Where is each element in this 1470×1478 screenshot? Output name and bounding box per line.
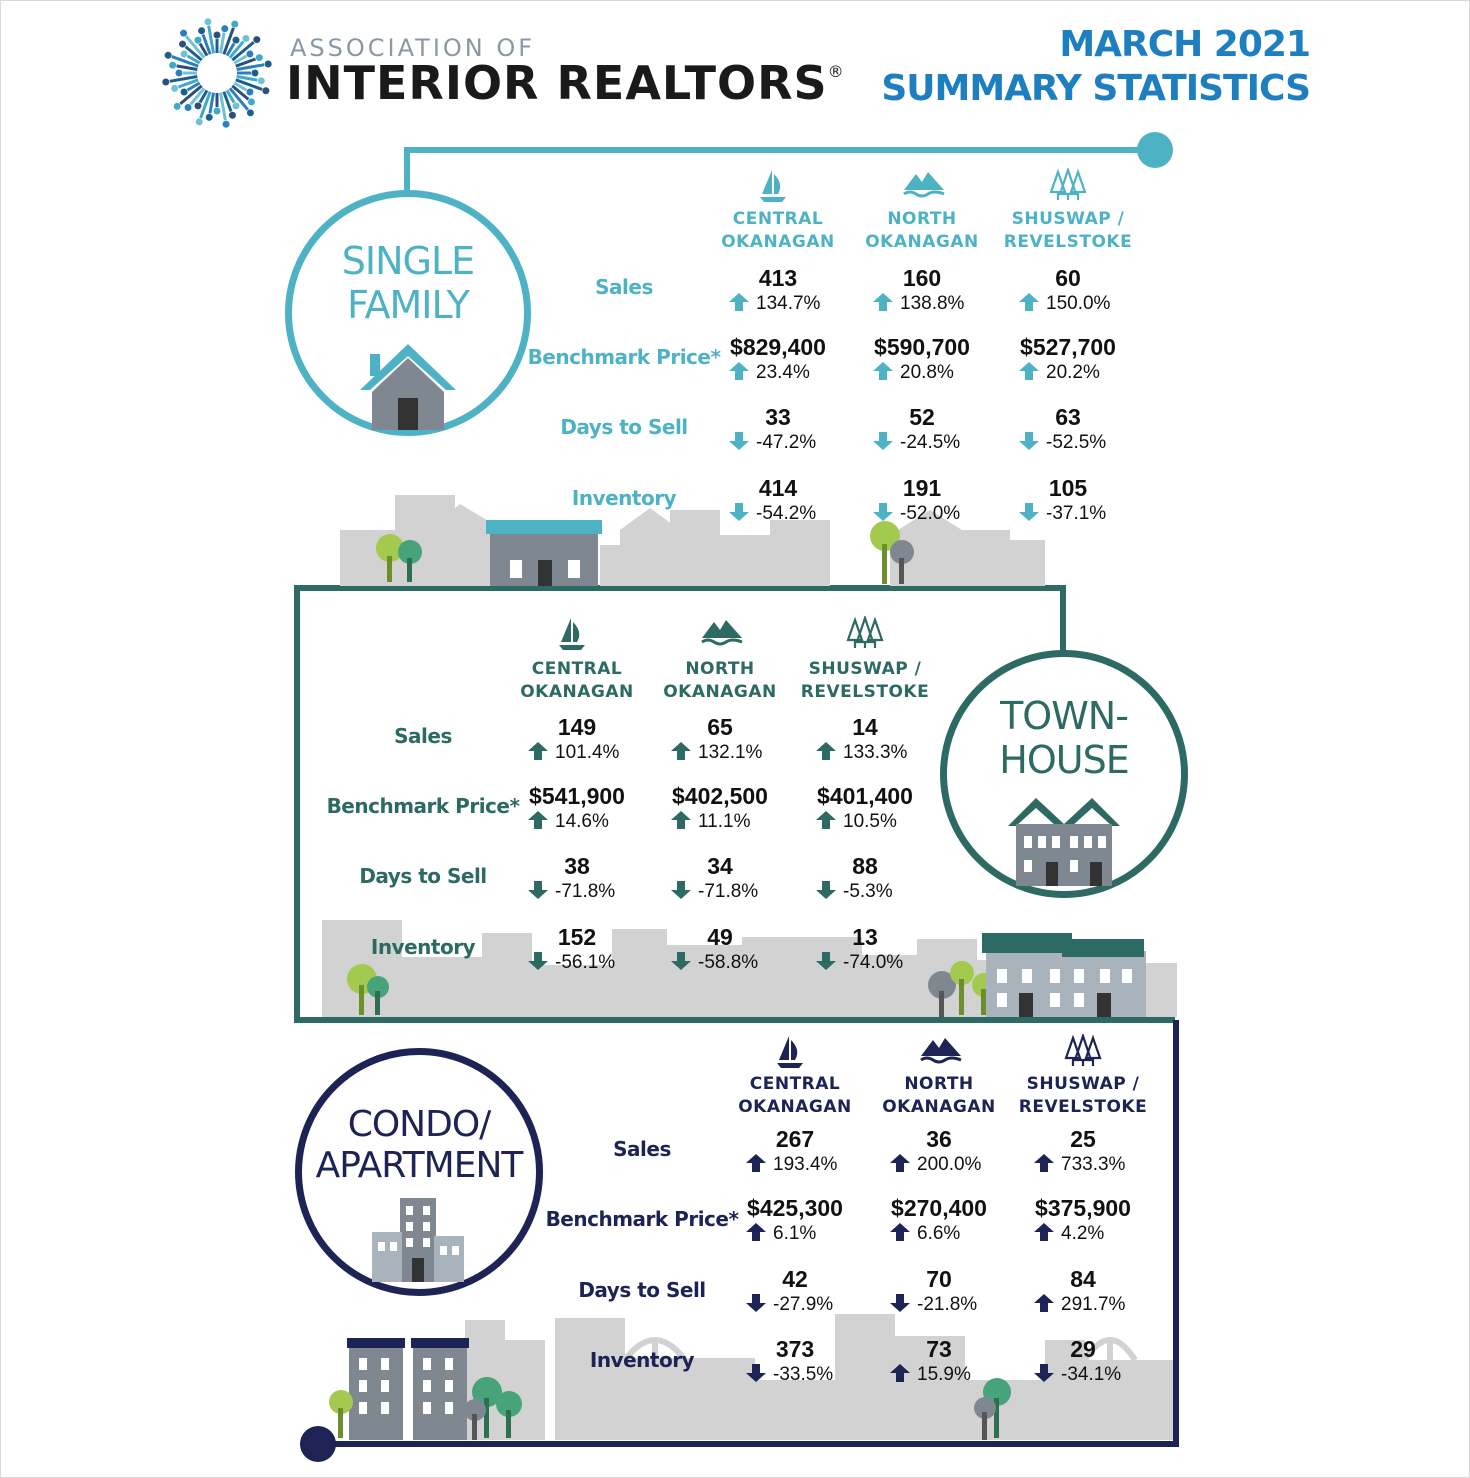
stat-change-percent: 10.5% <box>843 811 897 832</box>
arrow-up-icon <box>815 811 837 829</box>
region-header-line: REVELSTOKE <box>1003 232 1133 252</box>
arrow-up-icon <box>1018 293 1040 311</box>
region-header-line: NORTH <box>904 1074 974 1094</box>
stat-change-percent: -37.1% <box>1046 503 1107 524</box>
arrow-down-icon <box>872 503 894 521</box>
arrow-down-icon <box>745 1364 767 1382</box>
region-header-line: NORTH <box>887 209 957 229</box>
stat-change <box>1033 1294 1125 1316</box>
stat-change-percent: 6.6% <box>917 1223 961 1244</box>
stat-change-percent: -34.1% <box>1061 1364 1122 1385</box>
region-header-line: SHUSWAP / <box>808 659 922 679</box>
region-header <box>864 1073 1014 1119</box>
stat-change <box>872 362 954 384</box>
arrow-down-icon <box>728 432 750 450</box>
metric-label: Days to Sell <box>578 1278 706 1302</box>
arrow-up-icon <box>527 811 549 829</box>
arrow-up-icon <box>728 362 750 380</box>
arrow-up-icon <box>1033 1294 1055 1312</box>
metric-label: Benchmark Price* <box>527 345 721 369</box>
stat-change <box>1018 293 1110 315</box>
stat-value: 373 <box>775 1336 815 1362</box>
single-family-title-line2: FAMILY <box>347 282 469 327</box>
sailboat-icon <box>758 168 788 209</box>
stat-value: 13 <box>852 924 878 950</box>
stat-change <box>872 503 960 525</box>
stat-change-percent: -56.1% <box>555 952 616 973</box>
stat-change-percent: 6.1% <box>773 1223 817 1244</box>
stat-value: $425,300 <box>747 1195 843 1221</box>
stat-change <box>1018 362 1100 384</box>
stat-change-percent: 150.0% <box>1046 293 1111 314</box>
arrow-up-icon <box>872 362 894 380</box>
stat-change-percent: 4.2% <box>1061 1223 1105 1244</box>
stat-change-percent: -33.5% <box>773 1364 834 1385</box>
stat-change <box>728 503 816 525</box>
region-header-line: OKANAGAN <box>663 682 777 702</box>
stat-change <box>1033 1223 1104 1245</box>
stat-change <box>815 742 907 764</box>
stat-value: 60 <box>1055 265 1081 291</box>
stat-value: 49 <box>707 924 733 950</box>
stat-value: 42 <box>782 1266 808 1292</box>
stat-change <box>670 742 762 764</box>
stat-change <box>728 293 820 315</box>
stat-change-percent: -58.8% <box>698 952 759 973</box>
stat-change <box>527 881 615 903</box>
stat-change <box>815 952 903 974</box>
stat-value: 34 <box>707 853 733 879</box>
stat-change-percent: -21.8% <box>917 1294 978 1315</box>
stat-change-percent: -52.0% <box>900 503 961 524</box>
stat-change-percent: 291.7% <box>1061 1294 1126 1315</box>
arrow-down-icon <box>872 432 894 450</box>
arrow-up-icon <box>889 1364 911 1382</box>
stat-value: $270,400 <box>891 1195 987 1221</box>
region-header-line: OKANAGAN <box>882 1097 996 1117</box>
arrow-down-icon <box>1018 432 1040 450</box>
metric-label: Sales <box>595 275 653 299</box>
stat-value: 267 <box>775 1126 815 1152</box>
stat-change-percent: -71.8% <box>555 881 616 902</box>
region-header-line: REVELSTOKE <box>1018 1097 1148 1117</box>
stat-value: 413 <box>758 265 798 291</box>
stat-value: 105 <box>1048 475 1088 501</box>
stat-value: $590,700 <box>874 334 970 360</box>
stat-change <box>889 1364 971 1386</box>
region-header-line: SHUSWAP / <box>1011 209 1125 229</box>
arrow-down-icon <box>745 1294 767 1312</box>
region-header <box>502 658 652 704</box>
townhouse-title-line2: HOUSE <box>999 737 1129 782</box>
mountain-lake-icon <box>902 168 946 203</box>
region-header-line: NORTH <box>685 659 755 679</box>
stat-change-percent: 132.1% <box>698 742 763 763</box>
stat-change <box>745 1364 833 1386</box>
stat-change <box>815 881 893 903</box>
stat-change <box>745 1294 833 1316</box>
stat-change-percent: 11.1% <box>698 811 751 832</box>
townhouse-title-line1: TOWN- <box>1000 694 1128 738</box>
arrow-up-icon <box>1018 362 1040 380</box>
stat-change <box>527 742 619 764</box>
stat-change <box>527 811 609 833</box>
stat-value: 63 <box>1055 404 1081 430</box>
stat-change <box>889 1154 981 1176</box>
stat-change-percent: -74.0% <box>843 952 904 973</box>
pine-trees-icon <box>845 616 885 655</box>
stat-change <box>670 881 758 903</box>
stat-change-percent: 193.4% <box>773 1154 838 1175</box>
stat-value: 414 <box>758 475 798 501</box>
stat-value: $402,500 <box>672 783 768 809</box>
region-header <box>993 208 1143 254</box>
stat-value: 38 <box>564 853 590 879</box>
stat-change <box>745 1223 816 1245</box>
arrow-down-icon <box>1033 1364 1055 1382</box>
stat-value: $829,400 <box>730 334 826 360</box>
region-header-line: CENTRAL <box>531 659 623 679</box>
stat-change <box>728 432 816 454</box>
arrow-down-icon <box>1018 503 1040 521</box>
pine-trees-icon <box>1063 1034 1103 1073</box>
metric-label: Benchmark Price* <box>545 1207 739 1231</box>
stat-change <box>670 811 750 833</box>
townhouse-title <box>940 695 1188 782</box>
apartment-building-icon <box>368 1196 468 1282</box>
stat-value: 160 <box>902 265 942 291</box>
arrow-down-icon <box>670 881 692 899</box>
arrow-down-icon <box>728 503 750 521</box>
stat-change-percent: 15.9% <box>917 1364 971 1385</box>
arrow-up-icon <box>815 742 837 760</box>
stat-change <box>1018 432 1106 454</box>
stat-change-percent: -5.3% <box>843 881 893 902</box>
arrow-down-icon <box>527 881 549 899</box>
region-header-line: CENTRAL <box>749 1074 841 1094</box>
stat-value: 65 <box>707 714 733 740</box>
sailboat-icon <box>557 616 587 657</box>
stat-change <box>889 1294 977 1316</box>
stat-change-percent: 134.7% <box>756 293 821 314</box>
stat-value: 191 <box>902 475 942 501</box>
stat-value: $541,900 <box>529 783 625 809</box>
metric-label: Days to Sell <box>359 864 487 888</box>
metric-label: Inventory <box>589 1348 695 1372</box>
metric-label: Sales <box>613 1137 671 1161</box>
region-header-line: OKANAGAN <box>738 1097 852 1117</box>
registered-mark: ® <box>827 62 845 81</box>
stat-change-percent: 733.3% <box>1061 1154 1126 1175</box>
stat-change <box>872 432 960 454</box>
stat-change-percent: 20.8% <box>900 362 954 383</box>
metric-label: Days to Sell <box>560 415 688 439</box>
stat-change <box>872 293 964 315</box>
stat-value: 14 <box>852 714 878 740</box>
region-header-line: OKANAGAN <box>520 682 634 702</box>
stat-change <box>815 811 897 833</box>
arrow-down-icon <box>527 952 549 970</box>
report-title-line2: SUMMARY STATISTICS <box>881 68 1310 109</box>
stat-value: 33 <box>765 404 791 430</box>
townhouse-icon <box>1008 796 1120 886</box>
region-header <box>703 208 853 254</box>
mountain-lake-icon <box>919 1034 963 1069</box>
arrow-up-icon <box>889 1154 911 1172</box>
region-header <box>1008 1073 1158 1119</box>
stat-change-percent: 23.4% <box>756 362 810 383</box>
stat-change <box>745 1154 837 1176</box>
stat-change-percent: -24.5% <box>900 432 961 453</box>
stat-change-percent: -52.5% <box>1046 432 1107 453</box>
arrow-down-icon <box>815 881 837 899</box>
region-header <box>645 658 795 704</box>
metric-label: Inventory <box>571 486 677 510</box>
metric-label: Benchmark Price* <box>326 794 520 818</box>
logo-association-text: ASSOCIATION OF <box>290 34 536 62</box>
stat-change <box>670 952 758 974</box>
stat-change-percent: -54.2% <box>756 503 817 524</box>
stat-value: $401,400 <box>817 783 913 809</box>
stat-change-percent: 200.0% <box>917 1154 982 1175</box>
stat-value: 73 <box>926 1336 952 1362</box>
stat-value: 84 <box>1070 1266 1096 1292</box>
stat-change <box>1033 1364 1121 1386</box>
stat-value: 152 <box>557 924 597 950</box>
arrow-up-icon <box>527 742 549 760</box>
arrow-up-icon <box>1033 1154 1055 1172</box>
region-header <box>847 208 997 254</box>
mountain-lake-icon <box>700 616 744 651</box>
pine-trees-icon <box>1048 168 1088 207</box>
region-header <box>790 658 940 704</box>
stat-change <box>889 1223 960 1245</box>
metric-label: Inventory <box>370 935 476 959</box>
arrow-up-icon <box>745 1154 767 1172</box>
stat-change-percent: 133.3% <box>843 742 908 763</box>
arrow-up-icon <box>670 742 692 760</box>
arrow-up-icon <box>670 811 692 829</box>
stat-change-percent: -47.2% <box>756 432 817 453</box>
arrow-down-icon <box>815 952 837 970</box>
stat-value: 29 <box>1070 1336 1096 1362</box>
arrow-up-icon <box>872 293 894 311</box>
logo-name-text: INTERIOR REALTORS <box>286 56 828 110</box>
stat-value: 70 <box>926 1266 952 1292</box>
stat-change-percent: 14.6% <box>555 811 609 832</box>
stat-value: $375,900 <box>1035 1195 1131 1221</box>
stat-change-percent: 20.2% <box>1046 362 1100 383</box>
stat-change <box>728 362 810 384</box>
stat-change-percent: 101.4% <box>555 742 620 763</box>
stat-change-percent: -27.9% <box>773 1294 834 1315</box>
arrow-up-icon <box>728 293 750 311</box>
arrow-down-icon <box>889 1294 911 1312</box>
stat-change-percent: 138.8% <box>900 293 965 314</box>
single-family-title-line1: SINGLE <box>341 239 475 283</box>
condo-title-line2: APARTMENT <box>315 1145 523 1187</box>
stat-value: 149 <box>557 714 597 740</box>
house-icon <box>358 340 458 430</box>
condo-title <box>295 1104 543 1187</box>
condo-title-line1: CONDO/ <box>347 1104 491 1145</box>
metric-label: Sales <box>394 724 452 748</box>
report-title-line1: MARCH 2021 <box>1059 24 1310 65</box>
region-header-line: CENTRAL <box>732 209 824 229</box>
stat-value: 88 <box>852 853 878 879</box>
stat-value: $527,700 <box>1020 334 1116 360</box>
region-header-line: SHUSWAP / <box>1026 1074 1140 1094</box>
arrow-up-icon <box>745 1223 767 1241</box>
region-header <box>720 1073 870 1119</box>
stat-change <box>527 952 615 974</box>
sailboat-icon <box>775 1034 805 1075</box>
region-header-line: OKANAGAN <box>865 232 979 252</box>
stat-value: 36 <box>926 1126 952 1152</box>
arrow-up-icon <box>1033 1223 1055 1241</box>
stat-value: 25 <box>1070 1126 1096 1152</box>
stat-change-percent: -71.8% <box>698 881 759 902</box>
arrow-up-icon <box>889 1223 911 1241</box>
region-header-line: REVELSTOKE <box>800 682 930 702</box>
stat-value: 52 <box>909 404 935 430</box>
stat-change <box>1033 1154 1125 1176</box>
arrow-down-icon <box>670 952 692 970</box>
region-header-line: OKANAGAN <box>721 232 835 252</box>
stat-change <box>1018 503 1106 525</box>
